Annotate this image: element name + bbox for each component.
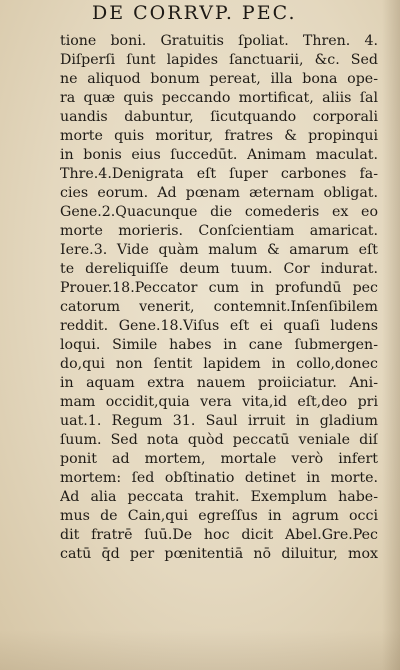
page-bottom-shade — [0, 630, 400, 670]
text-line: tione boni. Gratuitis ſpoliat. Thren. 4. — [60, 33, 378, 49]
text-line: mus de Cain,qui egreſſus in agrum occi — [60, 508, 378, 524]
text-line: ra quæ quis peccando mortificat, aliis ſal — [60, 90, 378, 106]
text-line: catorum venerit, contemnit.Inſenſibilem — [60, 299, 378, 315]
text-line: dit fratrē ſuū.De hoc dicit Abel.Gre.Pec — [60, 527, 378, 543]
text-line: Ad alia peccata trahit. Exemplum habe- — [60, 489, 378, 505]
text-line: cies eorum. Ad pœnam æternam obligat. — [60, 185, 378, 201]
text-line: Gene.2.Quacunque die comederis ex eo — [60, 204, 378, 220]
text-line: Diſperſi ſunt lapides ſanctuarii, &c. Sed — [60, 52, 378, 68]
text-line: mam occidit,quia vera vita,id eſt,deo pri — [60, 394, 378, 410]
running-head: DE CORRVP. PEC. — [92, 2, 297, 24]
text-line: in bonis eius ſuccedūt. Animam maculat. — [60, 147, 378, 163]
text-block — [60, 32, 378, 564]
text-line: te dereliquiſſe deum tuum. Cor indurat. — [60, 261, 378, 277]
text-line: morte quis moritur, fratres & propinqui — [60, 128, 378, 144]
text-line: ſuum. Sed nota quòd peccatū veniale diſ — [60, 432, 378, 448]
text-line: ponit ad mortem, mortale verò infert — [60, 451, 378, 467]
text-line: Thre.4.Denigrata eſt ſuper carbones fa- — [60, 166, 378, 182]
text-line: Prouer.18.Peccator cum in profundū pec — [60, 280, 378, 296]
text-line: morte morieris. Conſcientiam amaricat. — [60, 223, 378, 239]
text-line: uandis dabuntur, ſicutquando corporali — [60, 109, 378, 125]
text-line: loqui. Simile habes in cane ſubmergen- — [60, 337, 378, 353]
text-line: catū q̄d per pœnitentiā nō diluitur, mox — [60, 546, 378, 562]
text-line: mortem: ſed obſtinatio detinet in morte. — [60, 470, 378, 486]
text-line: do,qui non ſentit lapidem in collo,donec — [60, 356, 378, 372]
text-line: reddit. Gene.18.Viſus eſt ei quaſi ludens — [60, 318, 378, 334]
text-line: uat.1. Regum 31. Saul irruit in gladium — [60, 413, 378, 429]
text-line: in aquam extra nauem proiiciatur. Ani- — [60, 375, 378, 391]
text-line: Iere.3. Vide quàm malum & amarum eſt — [60, 242, 378, 258]
page-edge-shadow — [382, 0, 400, 670]
text-line: ne aliquod bonum pereat, illa bona ope- — [60, 71, 378, 87]
